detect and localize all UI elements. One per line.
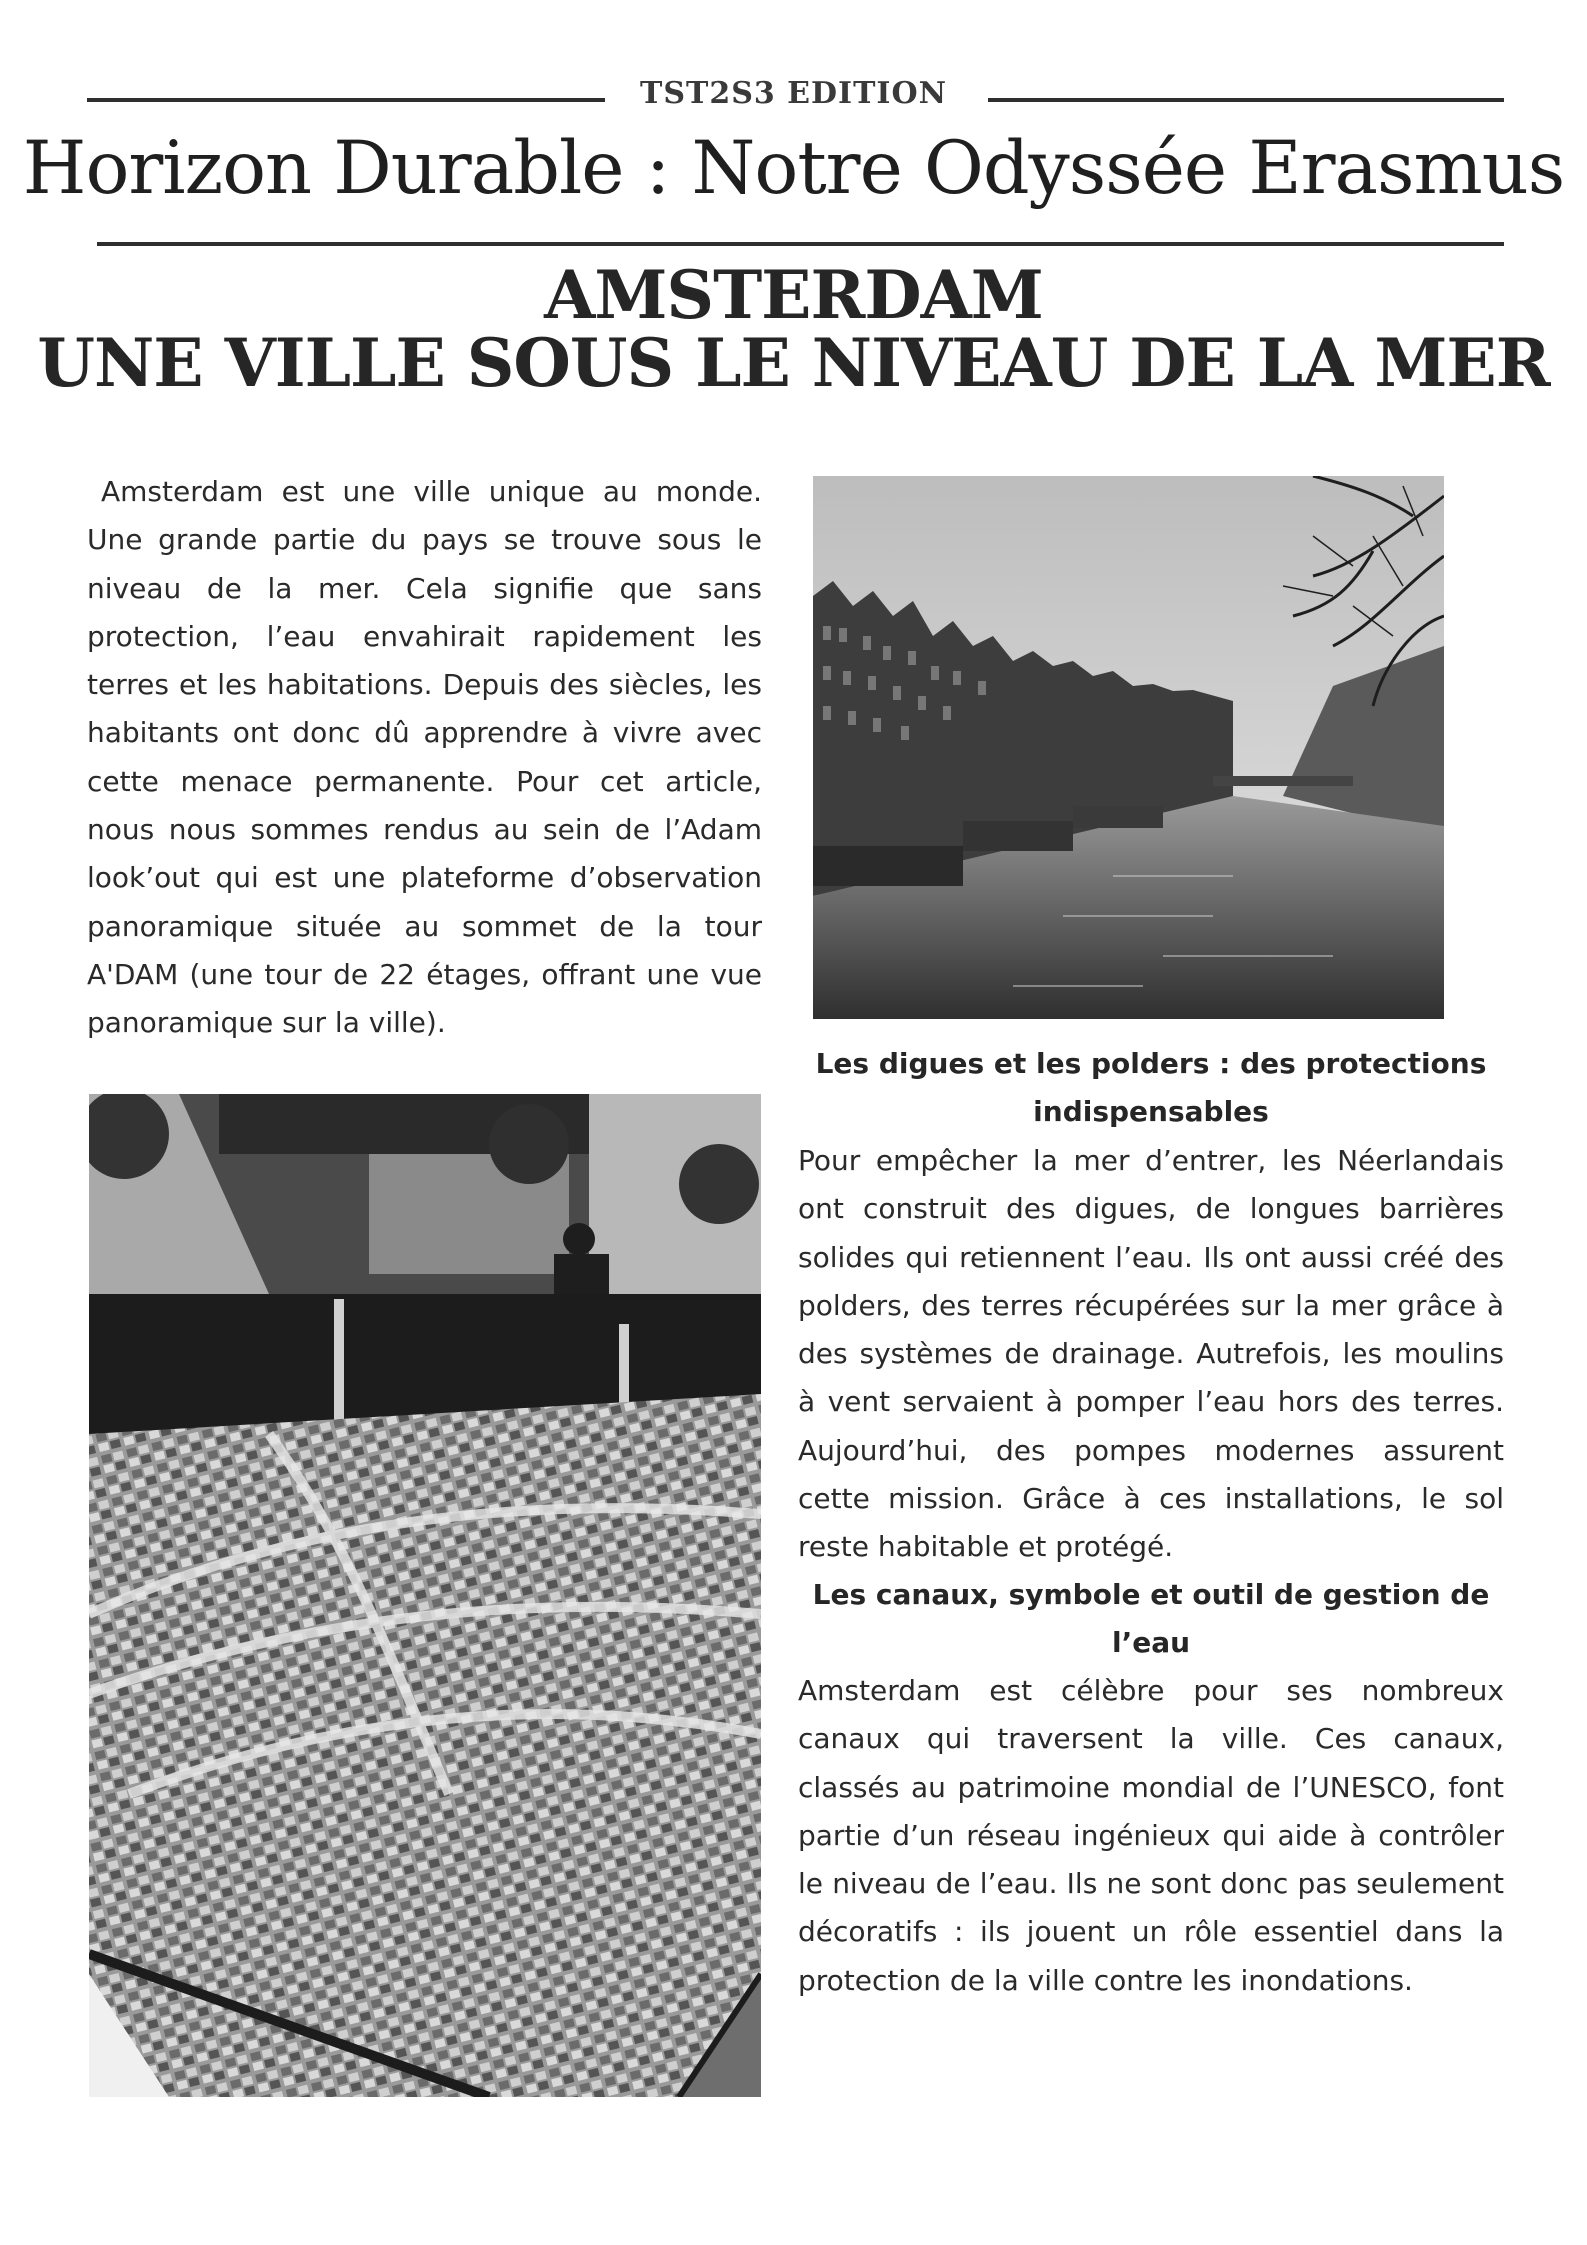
city-model-photo: [89, 1094, 761, 2097]
canal-photo: [813, 476, 1444, 1019]
edition-label: TST2S3 EDITION: [640, 76, 947, 111]
section-2-title: Les canaux, symbole et outil de gestion de l’eau: [812, 1578, 1490, 1660]
headline-line-1: AMSTERDAM: [544, 256, 1043, 334]
section-1-title: Les digues et les polders : des protections indispensables: [815, 1047, 1487, 1129]
headline-line-2: UNE VILLE SOUS LE NIVEAU DE LA MER: [37, 324, 1550, 402]
section-1-text: Pour empêcher la mer d’entrer, les Néerlandais ont construit des digues, de longues barrières solides qui retiennent l’eau. Ils ont aussi créé des polders, des terres récupérées sur la mer grâce à des systèmes de drainage. Autrefois, les moulins à vent servaient à pomper l’eau hors des terres. Aujourd’hui, des pompes modernes assurent cette mission. Grâce à ces installations, le sol reste habitable et protégé.: [798, 1144, 1504, 1564]
section-2-text: Amsterdam est célèbre pour ses nombreux canaux qui traversent la ville. Ces canaux, classés au patrimoine mondial de l’UNESCO, font partie d’un réseau ingénieux qui aide à contrôler le niveau de l’eau. Ils ne sont donc pas seulement décoratifs : ils jouent un rôle essentiel dans la protection de la ville contre les inondations.: [798, 1674, 1504, 1997]
masthead-rule: [97, 242, 1504, 246]
masthead-title: Horizon Durable : Notre Odyssée Erasmus: [22, 126, 1565, 211]
intro-paragraph: Amsterdam est une ville unique au monde. Une grande partie du pays se trouve sous le niveau de la mer. Cela signifie que sans protection, l’eau envahirait rapidement les terres et les habitations. Depuis des siècles, les habitants ont donc dû apprendre à vivre avec cette menace permanente. Pour cet article, nous nous sommes rendus au sein de l’Adam look’out qui est une plateforme d’observation panoramique située au sommet de la tour A'DAM (une tour de 22 étages, offrant une vue panoramique sur la ville).: [87, 475, 762, 1040]
